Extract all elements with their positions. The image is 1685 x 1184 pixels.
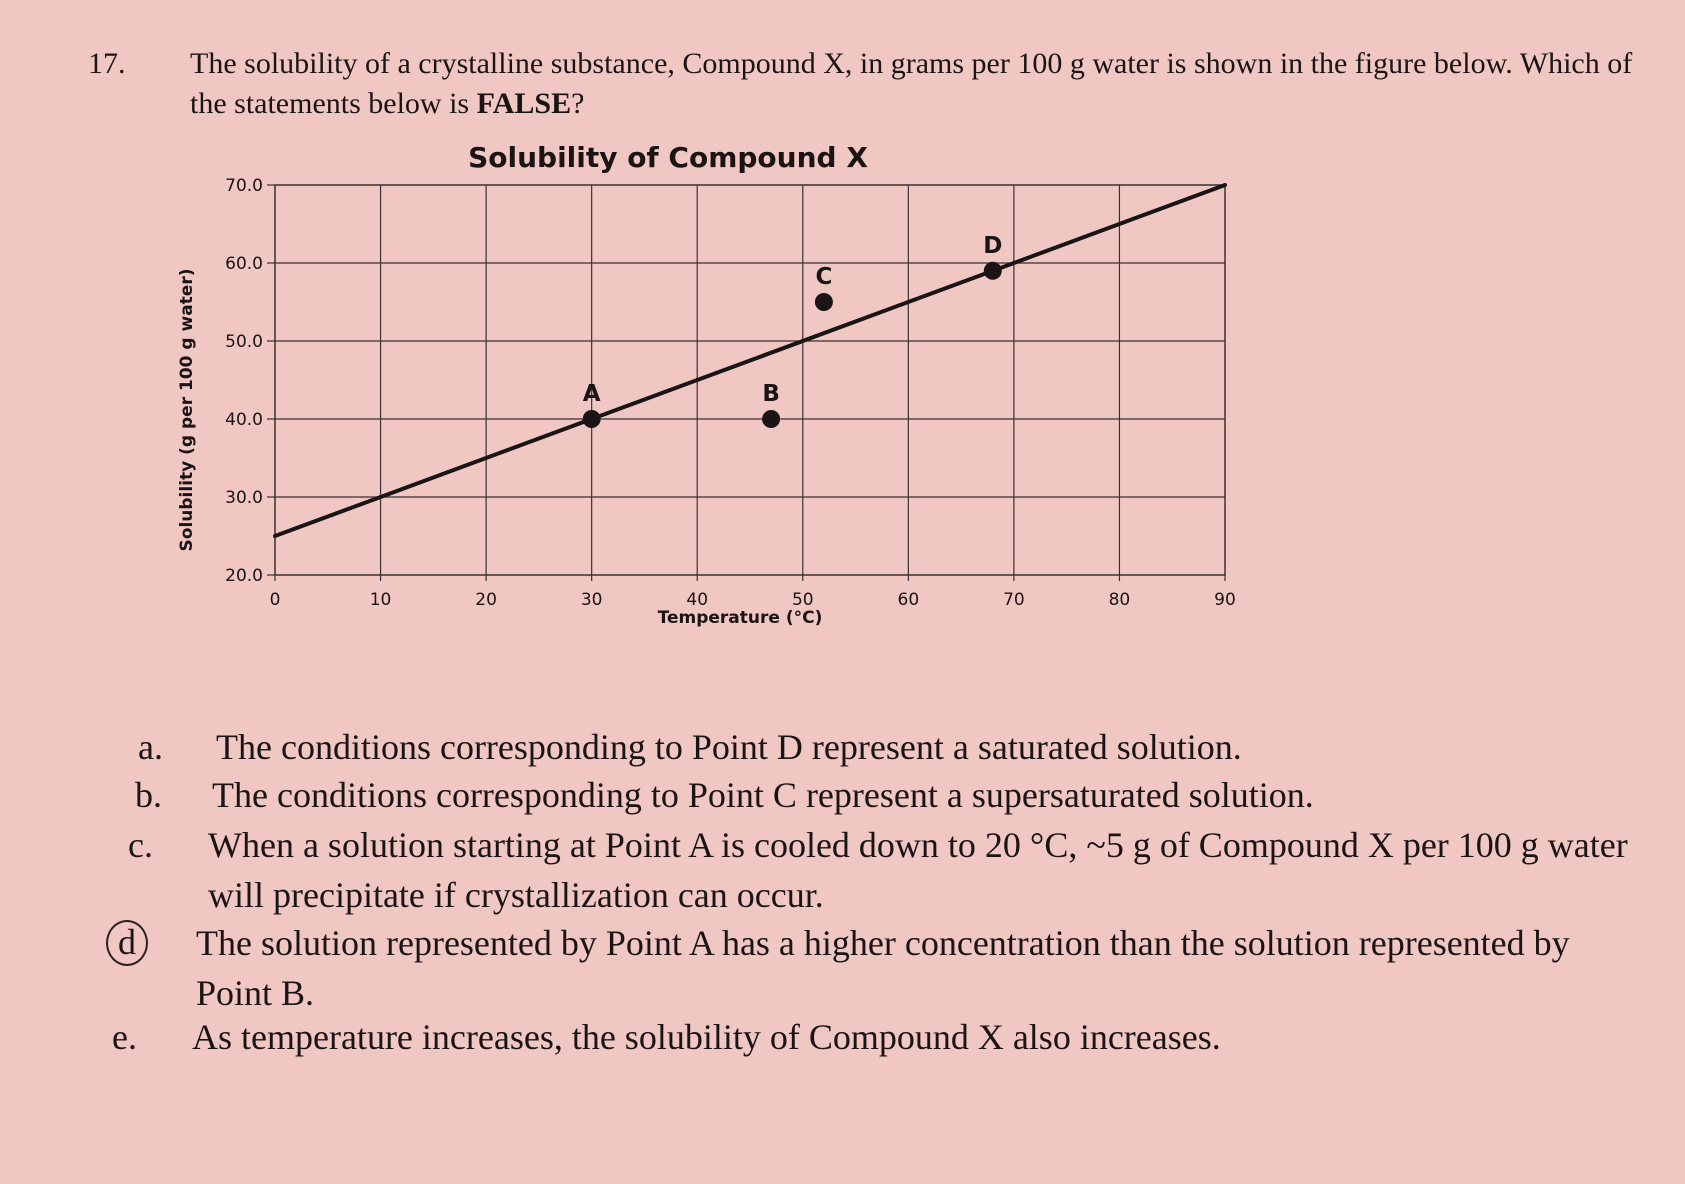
option-a[interactable] [0, 722, 1685, 772]
point-label-a: A [582, 381, 601, 407]
x-tick-label: 60 [897, 590, 920, 610]
option-d[interactable] [0, 918, 1685, 1018]
x-tick-label: 50 [791, 590, 814, 610]
y-axis-label: Solubility (g per 100 g water) [177, 268, 197, 552]
question-text-block [190, 44, 1660, 124]
option-a-text: The conditions corresponding to Point D represent a saturated solution. [216, 727, 1242, 767]
x-tick-label: 40 [686, 590, 709, 610]
question-number: 17. [88, 47, 126, 80]
y-tick-label: 40.0 [225, 410, 263, 430]
chart-svg [177, 141, 1380, 690]
solubility-curve [275, 185, 1225, 536]
x-axis-label: Temperature (°C) [657, 608, 823, 628]
x-tick-label: 0 [269, 590, 281, 610]
y-tick-label: 60.0 [225, 254, 263, 274]
axis-layer [225, 176, 1236, 610]
y-tick-label: 20.0 [225, 566, 263, 586]
point-label-b: B [762, 381, 780, 407]
solubility-chart [177, 141, 1380, 690]
option-e-text: As temperature increases, the solubility of Compound X also increases. [192, 1017, 1221, 1057]
data-point-d [984, 262, 1002, 280]
point-label-d: D [983, 232, 1003, 259]
data-point-a [583, 410, 601, 428]
option-e-letter: e. [112, 1017, 137, 1057]
x-tick-label: 10 [369, 590, 392, 610]
option-c-letter: c. [128, 825, 153, 865]
plot-frame [275, 185, 1225, 575]
question-text: The solubility of a crystalline substance, Compound X, in grams per 100 g water is shown in the figure below. Which of the statements below is [190, 47, 1633, 120]
data-point-b [762, 410, 780, 428]
x-tick-label: 70 [1003, 590, 1025, 610]
option-b[interactable] [0, 770, 1685, 820]
y-tick-label: 30.0 [225, 488, 263, 508]
x-tick-label: 30 [580, 590, 603, 610]
question-emphasis: FALSE [476, 87, 572, 120]
y-tick-label: 70.0 [225, 176, 263, 196]
grid-layer [275, 185, 1225, 575]
x-tick-label: 20 [475, 590, 497, 610]
chart-title: Solubility of Compound X [468, 141, 868, 174]
option-b-letter: b. [135, 775, 162, 815]
option-e[interactable] [0, 1012, 1685, 1062]
x-tick-label: 80 [1108, 590, 1131, 610]
option-a-letter: a. [138, 727, 163, 767]
option-c[interactable] [0, 820, 1685, 920]
option-d-text: The solution represented by Point A has a higher concentration than the solution represented by Point B. [196, 923, 1570, 1013]
line-layer [275, 185, 1225, 536]
question-end: ? [571, 87, 585, 120]
y-tick-label: 50.0 [225, 332, 263, 352]
option-c-text: When a solution starting at Point A is cooled down to 20 °C, ~5 g of Compound X per 100 g water will precipitate if crystallization can occur. [208, 825, 1628, 915]
data-point-c [815, 293, 833, 311]
x-tick-label: 90 [1214, 590, 1236, 610]
point-label-c: C [815, 264, 833, 290]
option-b-text: The conditions corresponding to Point C represent a supersaturated solution. [212, 775, 1314, 815]
option-d-letter-circled: d [106, 920, 148, 966]
